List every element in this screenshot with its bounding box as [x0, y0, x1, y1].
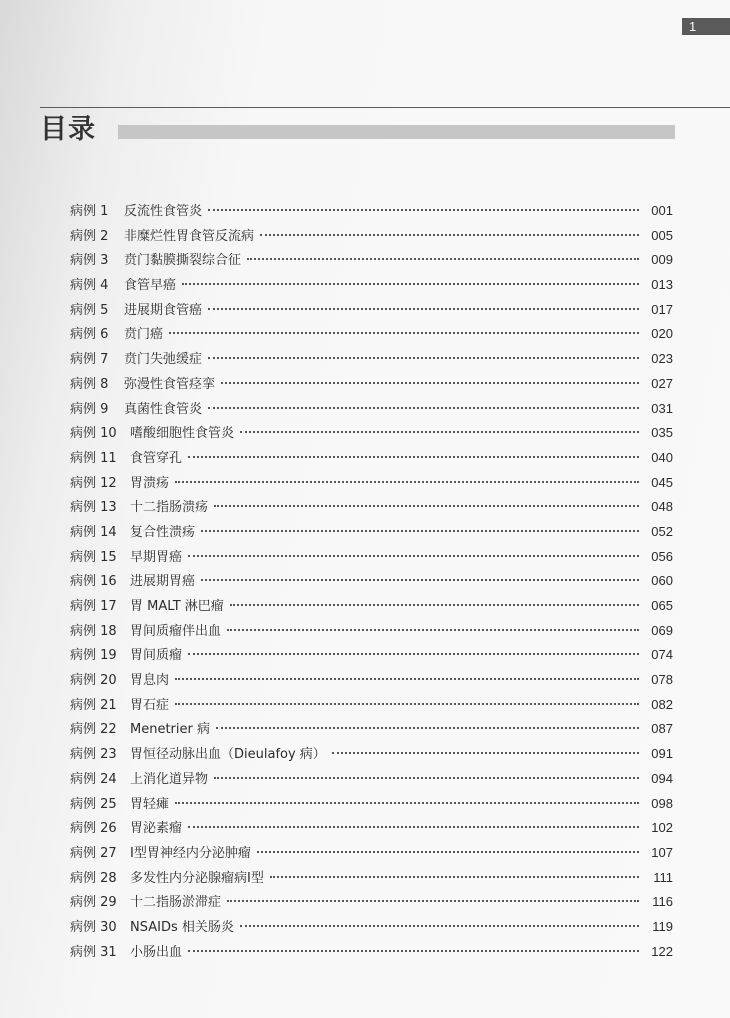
toc-entry[interactable]: [70, 545, 673, 570]
entry-title: 十二指肠溃疡: [130, 500, 209, 516]
page-ref: 005: [651, 227, 673, 243]
entry-title: 胃恒径动脉出血（Dieulafoy 病）: [130, 747, 326, 763]
case-label: 病例 21: [70, 697, 117, 713]
case-label: 病例 22: [70, 722, 117, 738]
toc-title: 目录: [40, 114, 96, 145]
dot-leader: [240, 430, 639, 433]
toc-entry[interactable]: [70, 224, 673, 249]
entry-title: 多发性内分泌腺瘤病Ⅰ型: [130, 870, 264, 886]
dot-leader: [188, 554, 639, 557]
page-ref: 074: [651, 647, 673, 663]
case-label: 病例 17: [70, 599, 117, 614]
dot-leader: [270, 875, 639, 878]
dot-leader: [175, 480, 639, 483]
page-ref: 013: [651, 277, 673, 293]
dot-leader: [332, 751, 639, 754]
entry-title: 反流性食管炎: [124, 204, 203, 219]
case-label: 病例 7: [70, 352, 109, 368]
entry-title: 贲门失弛缓症: [124, 352, 203, 368]
entry-title: 上消化道异物: [130, 771, 209, 787]
dot-leader: [214, 776, 639, 779]
toc-entry[interactable]: [70, 594, 673, 619]
case-label: 病例 9: [70, 401, 109, 417]
toc-list: [70, 199, 673, 964]
dot-leader: [247, 257, 639, 260]
toc-entry[interactable]: [70, 248, 673, 273]
entry-title: 弥漫性食管痉挛: [124, 376, 216, 392]
entry-title: 非糜烂性胃食管反流病: [124, 228, 255, 244]
dot-leader: [240, 924, 639, 927]
case-label: 病例 2: [70, 228, 109, 244]
toc-entry[interactable]: [70, 816, 673, 841]
case-label: 病例 23: [70, 747, 117, 763]
toc-entry[interactable]: [70, 742, 673, 767]
entry-title: NSAIDs 相关肠炎: [130, 919, 234, 935]
dot-leader: [260, 233, 639, 236]
entry-title: 早期胃癌: [130, 549, 183, 565]
page-ref: 102: [651, 820, 673, 836]
entry-title: 进展期胃癌: [130, 574, 196, 590]
page-ref: 027: [651, 375, 673, 391]
dot-leader: [169, 331, 639, 334]
toc-entry[interactable]: [70, 569, 673, 594]
entry-title: 胃轻瘫: [130, 796, 170, 812]
toc-entry[interactable]: [70, 841, 673, 866]
toc-entry[interactable]: [70, 792, 673, 817]
page-ref: 091: [651, 746, 673, 762]
toc-entry[interactable]: [70, 322, 673, 347]
case-label: 病例 5: [70, 302, 109, 318]
page-ref: 111: [653, 869, 673, 885]
case-label: 病例 11: [70, 450, 117, 466]
dot-leader: [208, 208, 639, 211]
case-label: 病例 6: [70, 327, 109, 343]
entry-title: 胃溃疡: [130, 475, 170, 491]
page-ref: 045: [651, 474, 673, 490]
case-label: 病例 24: [70, 771, 117, 787]
entry-title: 胃泌素瘤: [130, 821, 183, 837]
dot-leader: [221, 381, 639, 384]
entry-title: 嗜酸细胞性食管炎: [130, 426, 235, 442]
dot-leader: [175, 702, 639, 705]
dot-leader: [257, 850, 639, 853]
page-ref: 035: [651, 425, 673, 441]
dot-leader: [227, 899, 639, 902]
page-ref: 031: [651, 400, 673, 416]
dot-leader: [214, 504, 639, 507]
toc-entry[interactable]: [70, 446, 673, 471]
case-label: 病例 14: [70, 524, 117, 540]
page-ref: 009: [651, 252, 673, 268]
page-ref: 052: [651, 523, 673, 539]
page-ref: 119: [652, 918, 673, 934]
entry-title: 胃息肉: [130, 673, 170, 689]
page-ref: 094: [651, 770, 673, 786]
page-ref: 001: [651, 203, 673, 218]
toc-entry[interactable]: [70, 619, 673, 644]
dot-leader: [227, 628, 639, 631]
dot-leader: [175, 801, 639, 804]
entry-title: 胃 MALT 淋巴瘤: [130, 599, 224, 614]
dot-leader: [208, 406, 639, 409]
page-ref: 078: [651, 672, 673, 688]
entry-title: 真菌性食管炎: [124, 401, 203, 417]
toc-entry[interactable]: [70, 520, 673, 545]
toc-entry[interactable]: [70, 890, 673, 915]
dot-leader: [208, 356, 639, 359]
toc-entry[interactable]: [70, 915, 673, 940]
toc-entry[interactable]: [70, 693, 673, 718]
case-label: 病例 12: [70, 475, 117, 491]
case-label: 病例 15: [70, 549, 117, 565]
toc-entry[interactable]: [70, 643, 673, 668]
dot-leader: [188, 652, 639, 655]
case-label: 病例 28: [70, 870, 117, 886]
toc-entry[interactable]: [70, 421, 673, 446]
toc-entry[interactable]: [70, 866, 673, 891]
page-ref: 122: [651, 943, 673, 959]
entry-title: 复合性溃疡: [130, 524, 196, 540]
case-label: 病例 27: [70, 845, 117, 861]
page-ref: 116: [652, 894, 673, 910]
entry-title: 贲门癌: [124, 327, 164, 343]
page-ref: 056: [651, 548, 673, 564]
toc-entry[interactable]: [70, 347, 673, 372]
case-label: 病例 20: [70, 673, 117, 689]
case-label: 病例 31: [70, 944, 117, 960]
page-ref: 087: [651, 721, 673, 737]
entry-title: Menetrier 病: [130, 722, 210, 738]
case-label: 病例 1: [70, 204, 109, 219]
toc-entry[interactable]: [70, 397, 673, 422]
page-ref: 082: [651, 696, 673, 712]
page-ref: 023: [651, 351, 673, 367]
dot-leader: [188, 825, 639, 828]
entry-title: 小肠出血: [130, 944, 183, 960]
header-rule: [40, 107, 730, 108]
page-ref: 065: [651, 598, 673, 613]
case-label: 病例 19: [70, 648, 117, 664]
dot-leader: [188, 455, 639, 458]
entry-title: 食管早癌: [124, 278, 177, 294]
dot-leader: [201, 578, 639, 581]
entry-title: 十二指肠淤滞症: [130, 895, 222, 911]
case-label: 病例 13: [70, 500, 117, 516]
case-label: 病例 8: [70, 376, 109, 392]
dot-leader: [208, 307, 639, 310]
case-label: 病例 29: [70, 895, 117, 911]
case-label: 病例 3: [70, 253, 109, 269]
toc-entry[interactable]: [70, 668, 673, 693]
dot-leader: [230, 603, 639, 606]
page-ref: 060: [651, 573, 673, 589]
dot-leader: [175, 677, 639, 680]
case-label: 病例 25: [70, 796, 117, 812]
case-label: 病例 26: [70, 821, 117, 837]
entry-title: 贲门黏膜撕裂综合征: [124, 253, 242, 269]
entry-title: 胃石症: [130, 697, 170, 713]
page-ref: 098: [651, 795, 673, 811]
entry-title: Ⅰ型胃神经内分泌肿瘤: [130, 845, 251, 861]
page-ref: 020: [651, 326, 673, 342]
page-ref: 069: [651, 622, 673, 638]
entry-title: 食管穿孔: [130, 450, 183, 466]
toc-entry[interactable]: [70, 471, 673, 496]
dot-leader: [182, 282, 639, 285]
case-label: 病例 18: [70, 623, 117, 639]
case-label: 病例 10: [70, 426, 117, 442]
toc-entry[interactable]: [70, 767, 673, 792]
toc-entry[interactable]: [70, 273, 673, 298]
case-label: 病例 16: [70, 574, 117, 590]
entry-title: 胃间质瘤伴出血: [130, 623, 222, 639]
toc-entry[interactable]: [70, 940, 673, 965]
dot-leader: [201, 529, 639, 532]
page-ref: 048: [651, 499, 673, 515]
dot-leader: [188, 949, 639, 952]
toc-entry[interactable]: [70, 717, 673, 742]
title-decoration-bar: [118, 125, 675, 139]
toc-entry[interactable]: [70, 495, 673, 520]
dot-leader: [216, 726, 639, 729]
toc-entry[interactable]: [70, 199, 673, 224]
page-ref: 107: [651, 844, 673, 860]
page-number: 1: [682, 18, 730, 35]
page-ref: 017: [651, 301, 673, 317]
page-ref: 040: [651, 449, 673, 465]
toc-entry[interactable]: [70, 298, 673, 323]
case-label: 病例 4: [70, 278, 109, 294]
entry-title: 进展期食管癌: [124, 302, 203, 318]
entry-title: 胃间质瘤: [130, 648, 183, 664]
toc-entry[interactable]: [70, 372, 673, 397]
case-label: 病例 30: [70, 919, 117, 935]
